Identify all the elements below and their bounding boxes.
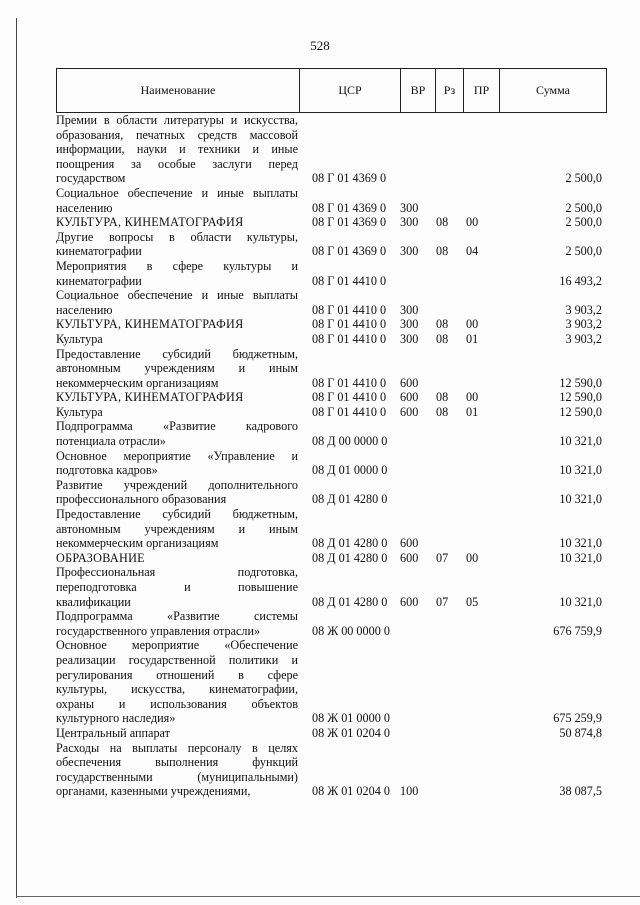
row-sum: 10 321,0 <box>559 536 602 551</box>
row-name-line: культурного наследия» <box>56 711 176 726</box>
row-name-line: Культура <box>56 331 103 346</box>
header-csr: ЦСР <box>300 69 401 113</box>
row-rz: 08 <box>436 215 449 230</box>
row-sum: 2 500,0 <box>565 171 602 186</box>
row-sum: 2 500,0 <box>565 244 602 259</box>
row-sum: 2 500,0 <box>565 215 602 230</box>
row-name-line: государством <box>56 171 126 186</box>
row-rz: 07 <box>436 550 449 565</box>
row-vr: 600 <box>400 390 419 405</box>
row-csr: 08 Д 00 0000 0 <box>312 434 388 449</box>
row-name-line: Предоставление субсидий бюджетным, <box>56 346 298 361</box>
row-name-line: Центральный аппарат <box>56 725 170 740</box>
row-name-line: подготовка кадров» <box>56 463 158 478</box>
row-name-line: Развитие учреждений дополнительного <box>56 477 298 492</box>
row-csr: 08 Г 01 4410 0 <box>312 404 387 419</box>
row-sum: 10 321,0 <box>559 594 602 609</box>
row-name-line: Социальное обеспечение и иные выплаты <box>56 185 298 200</box>
row-rz: 08 <box>436 404 449 419</box>
row-vr: 300 <box>400 215 419 230</box>
row-name <box>56 347 298 391</box>
row-pr: 05 <box>466 594 479 609</box>
row-pr: 00 <box>466 317 479 332</box>
row-name-line: Мероприятия в сфере культуры и <box>56 258 298 273</box>
row-name <box>56 726 298 741</box>
row-name-line: КУЛЬТУРА, КИНЕМАТОГРАФИЯ <box>56 215 244 230</box>
row-csr: 08 Ж 01 0204 0 <box>312 725 390 740</box>
row-name <box>56 113 298 186</box>
row-csr: 08 Д 01 4280 0 <box>312 550 388 565</box>
row-name-line: Культура <box>56 404 103 419</box>
table-row <box>56 741 602 799</box>
row-sum: 3 903,2 <box>565 331 602 346</box>
page-left-edge <box>16 18 17 898</box>
row-name-line: профессионального образования <box>56 492 227 507</box>
row-csr: 08 Г 01 4410 0 <box>312 302 387 317</box>
row-name-line: КУЛЬТУРА, КИНЕМАТОГРАФИЯ <box>56 390 244 405</box>
row-sum: 12 590,0 <box>559 375 602 390</box>
row-name-line: некоммерческим организациям <box>56 536 219 551</box>
row-csr: 08 Г 01 4369 0 <box>312 200 387 215</box>
row-rz: 08 <box>436 317 449 332</box>
row-csr: 08 Ж 01 0204 0 <box>312 784 390 799</box>
row-csr: 08 Г 01 4410 0 <box>312 390 387 405</box>
header-sum: Сумма <box>500 69 607 113</box>
row-pr: 00 <box>466 390 479 405</box>
row-name-line: государственного управления отрасли» <box>56 623 261 638</box>
row-csr: 08 Д 01 0000 0 <box>312 463 388 478</box>
table-row <box>56 419 602 448</box>
row-csr: 08 Г 01 4369 0 <box>312 171 387 186</box>
table-row <box>56 638 602 726</box>
row-name-line: переподготовка и повышение <box>56 580 298 594</box>
budget-table-body <box>56 113 602 799</box>
row-name <box>56 449 298 478</box>
row-sum: 12 590,0 <box>559 404 602 419</box>
row-name-line: информации, науки и техники и иные <box>56 142 298 157</box>
row-sum: 16 493,2 <box>559 273 602 288</box>
row-rz: 08 <box>436 331 449 346</box>
row-csr: 08 Г 01 4369 0 <box>312 215 387 230</box>
row-pr: 00 <box>466 550 479 565</box>
row-name-line: Профессиональная подготовка, <box>56 565 298 580</box>
row-name <box>56 230 298 259</box>
row-csr: 08 Г 01 4410 0 <box>312 375 387 390</box>
row-name-line: Социальное обеспечение и иные выплаты <box>56 288 298 303</box>
row-sum: 50 874,8 <box>559 725 602 740</box>
table-row <box>56 726 602 741</box>
row-csr: 08 Ж 01 0000 0 <box>312 711 390 726</box>
row-name-line: кинематографии <box>56 244 142 259</box>
row-name-line: Подпрограмма «Развитие кадрового <box>56 419 298 434</box>
row-name-line: Подпрограмма «Развитие системы <box>56 609 298 624</box>
row-csr: 08 Д 01 4280 0 <box>312 536 388 551</box>
row-pr: 04 <box>466 244 479 259</box>
row-sum: 676 759,9 <box>553 623 602 638</box>
row-sum: 3 903,2 <box>565 317 602 332</box>
row-vr: 600 <box>400 404 419 419</box>
row-sum: 12 590,0 <box>559 390 602 405</box>
row-name-line: государственными (муниципальными) <box>56 769 298 784</box>
row-name-line: кинематографии <box>56 273 142 288</box>
row-name-line: некоммерческим организациям <box>56 375 219 390</box>
row-name <box>56 390 298 405</box>
page-number: 528 <box>310 38 330 53</box>
row-sum: 10 321,0 <box>559 434 602 449</box>
row-name-line: автономным учреждениям и иным <box>56 521 298 536</box>
row-name-line: КУЛЬТУРА, КИНЕМАТОГРАФИЯ <box>56 317 244 332</box>
row-name <box>56 186 298 215</box>
row-name-line: органами, казенными учреждениями, <box>56 784 251 799</box>
table-row <box>56 390 602 405</box>
table-row <box>56 215 602 230</box>
table-row <box>56 332 602 347</box>
row-name-line: Основное мероприятие «Обеспечение <box>56 638 298 653</box>
header-rz: Рз <box>436 69 464 113</box>
row-name-line: поощрения за особые заслуги перед <box>56 156 298 171</box>
row-sum: 3 903,2 <box>565 302 602 317</box>
row-rz: 07 <box>436 594 449 609</box>
row-name-line: Расходы на выплаты персоналу в целях <box>56 740 298 755</box>
row-name <box>56 332 298 347</box>
row-csr: 08 Д 01 4280 0 <box>312 594 388 609</box>
table-row <box>56 478 602 507</box>
table-row <box>56 186 602 215</box>
row-csr: 08 Ж 00 0000 0 <box>312 623 390 638</box>
row-name-line: Премии в области литературы и искусства, <box>56 113 298 127</box>
row-csr: 08 Г 01 4410 0 <box>312 273 387 288</box>
row-name <box>56 507 298 551</box>
row-vr: 300 <box>400 244 419 259</box>
row-name <box>56 419 298 448</box>
row-sum: 38 087,5 <box>559 784 602 799</box>
row-name-line: автономным учреждениям и иным <box>56 361 298 376</box>
row-vr: 300 <box>400 317 419 332</box>
header-name: Наименование <box>57 69 300 113</box>
row-name <box>56 288 298 317</box>
row-name <box>56 478 298 507</box>
row-sum: 675 259,9 <box>553 711 602 726</box>
row-name <box>56 741 298 799</box>
row-pr: 00 <box>466 215 479 230</box>
row-sum: 10 321,0 <box>559 463 602 478</box>
row-name <box>56 638 298 726</box>
table-row <box>56 551 602 566</box>
row-name-line: обеспечения выполнения функций <box>56 755 298 770</box>
row-rz: 08 <box>436 390 449 405</box>
table-row <box>56 565 602 609</box>
table-row <box>56 230 602 259</box>
row-name <box>56 317 298 332</box>
row-sum: 10 321,0 <box>559 492 602 507</box>
row-name <box>56 565 298 609</box>
table-row <box>56 609 602 638</box>
table-row <box>56 449 602 478</box>
table-row <box>56 317 602 332</box>
table-row <box>56 259 602 288</box>
row-vr: 100 <box>400 784 419 799</box>
row-csr: 08 Д 01 4280 0 <box>312 492 388 507</box>
row-name <box>56 259 298 288</box>
row-name-line: ОБРАЗОВАНИЕ <box>56 550 145 565</box>
row-name <box>56 405 298 420</box>
row-rz: 08 <box>436 244 449 259</box>
table-header <box>56 68 607 113</box>
row-vr: 300 <box>400 331 419 346</box>
row-name-line: населению <box>56 302 113 317</box>
page-bottom-edge <box>16 896 640 897</box>
table-row <box>56 405 602 420</box>
row-vr: 600 <box>400 536 419 551</box>
row-name-line: культуры, искусства, кинематографии, <box>56 682 298 697</box>
header-pr: ПР <box>464 69 500 113</box>
row-name-line: регулирования отношений в сфере <box>56 667 298 682</box>
table-row <box>56 507 602 551</box>
table-row <box>56 288 602 317</box>
row-name-line: Основное мероприятие «Управление и <box>56 448 298 463</box>
table-row <box>56 113 602 186</box>
row-name-line: охраны и использования объектов <box>56 696 298 711</box>
row-csr: 08 Г 01 4410 0 <box>312 317 387 332</box>
header-vr: ВР <box>401 69 436 113</box>
row-vr: 300 <box>400 302 419 317</box>
row-name <box>56 215 298 230</box>
row-vr: 600 <box>400 375 419 390</box>
row-pr: 01 <box>466 404 479 419</box>
row-name-line: Другие вопросы в области культуры, <box>56 229 298 244</box>
row-vr: 300 <box>400 200 419 215</box>
row-name-line: потенциала отрасли» <box>56 434 166 449</box>
row-csr: 08 Г 01 4410 0 <box>312 331 387 346</box>
row-name-line: реализации государственной политики и <box>56 652 298 667</box>
table-row <box>56 347 602 391</box>
row-name <box>56 609 298 638</box>
row-vr: 600 <box>400 594 419 609</box>
row-sum: 2 500,0 <box>565 200 602 215</box>
row-csr: 08 Г 01 4369 0 <box>312 244 387 259</box>
row-pr: 01 <box>466 331 479 346</box>
row-sum: 10 321,0 <box>559 550 602 565</box>
row-name-line: квалификации <box>56 594 131 609</box>
row-name <box>56 551 298 566</box>
row-name-line: Предоставление субсидий бюджетным, <box>56 507 298 522</box>
row-vr: 600 <box>400 550 419 565</box>
row-name-line: населению <box>56 200 113 215</box>
row-name-line: образования, печатных средств массовой <box>56 127 298 142</box>
